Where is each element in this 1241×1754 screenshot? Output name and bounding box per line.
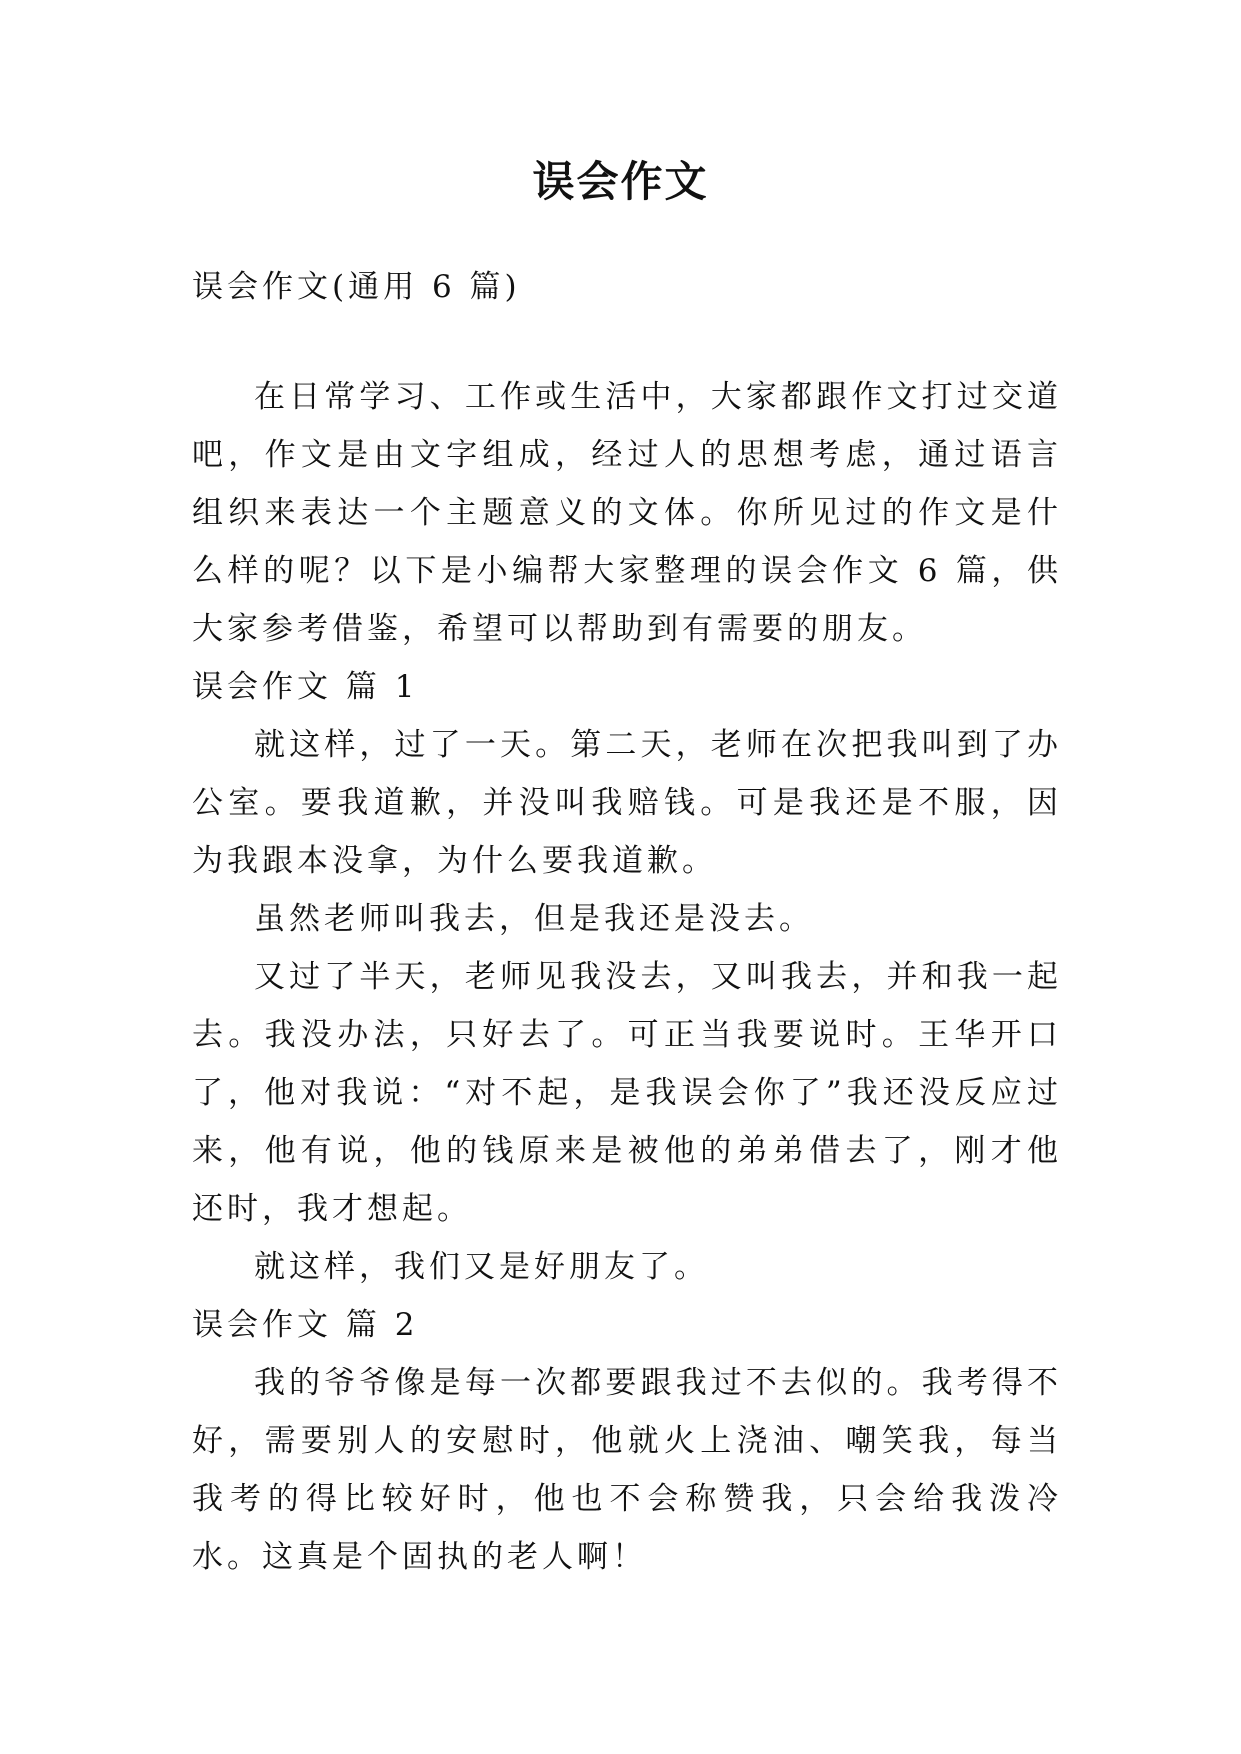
document-body: [192, 258, 1062, 1586]
section-1-paragraph: 又过了半天，老师见我没去，又叫我去，并和我一起去。我没办法，只好去了。可正当我要说时。王华开口了，他对我说：“对不起，是我误会你了”我还没反应过来，他有说，他的钱原来是被他的弟弟借去了，刚才他还时，我才想起。: [192, 959, 1062, 1227]
section-1-paragraph: 虽然老师叫我去，但是我还是没去。: [254, 901, 814, 937]
section-heading-2: 误会作文 篇 2: [192, 1307, 419, 1343]
section-2-paragraph: 我的爷爷像是每一次都要跟我过不去似的。我考得不好，需要别人的安慰时，他就火上浇油、嘲笑我，每当我考的得比较好时，他也不会称赞我，只会给我泼冷水。这真是个固执的老人啊！: [192, 1365, 1062, 1575]
section-heading-1: 误会作文 篇 1: [192, 669, 419, 705]
document-subtitle: 误会作文(通用 6 篇): [192, 269, 521, 305]
section-1-paragraph: 就这样，我们又是好朋友了。: [254, 1249, 709, 1285]
section-1-paragraph: 就这样，过了一天。第二天，老师在次把我叫到了办公室。要我道歉，并没叫我赔钱。可是我还是不服，因为我跟本没拿，为什么要我道歉。: [192, 727, 1062, 879]
intro-paragraph: 在日常学习、工作或生活中，大家都跟作文打过交道吧，作文是由文字组成，经过人的思想考虑，通过语言组织来表达一个主题意义的文体。你所见过的作文是什么样的呢？以下是小编帮大家整理的误会作文 6 篇，供大家参考借鉴，希望可以帮助到有需要的朋友。: [192, 379, 1062, 647]
document-title: 误会作文: [532, 157, 709, 206]
